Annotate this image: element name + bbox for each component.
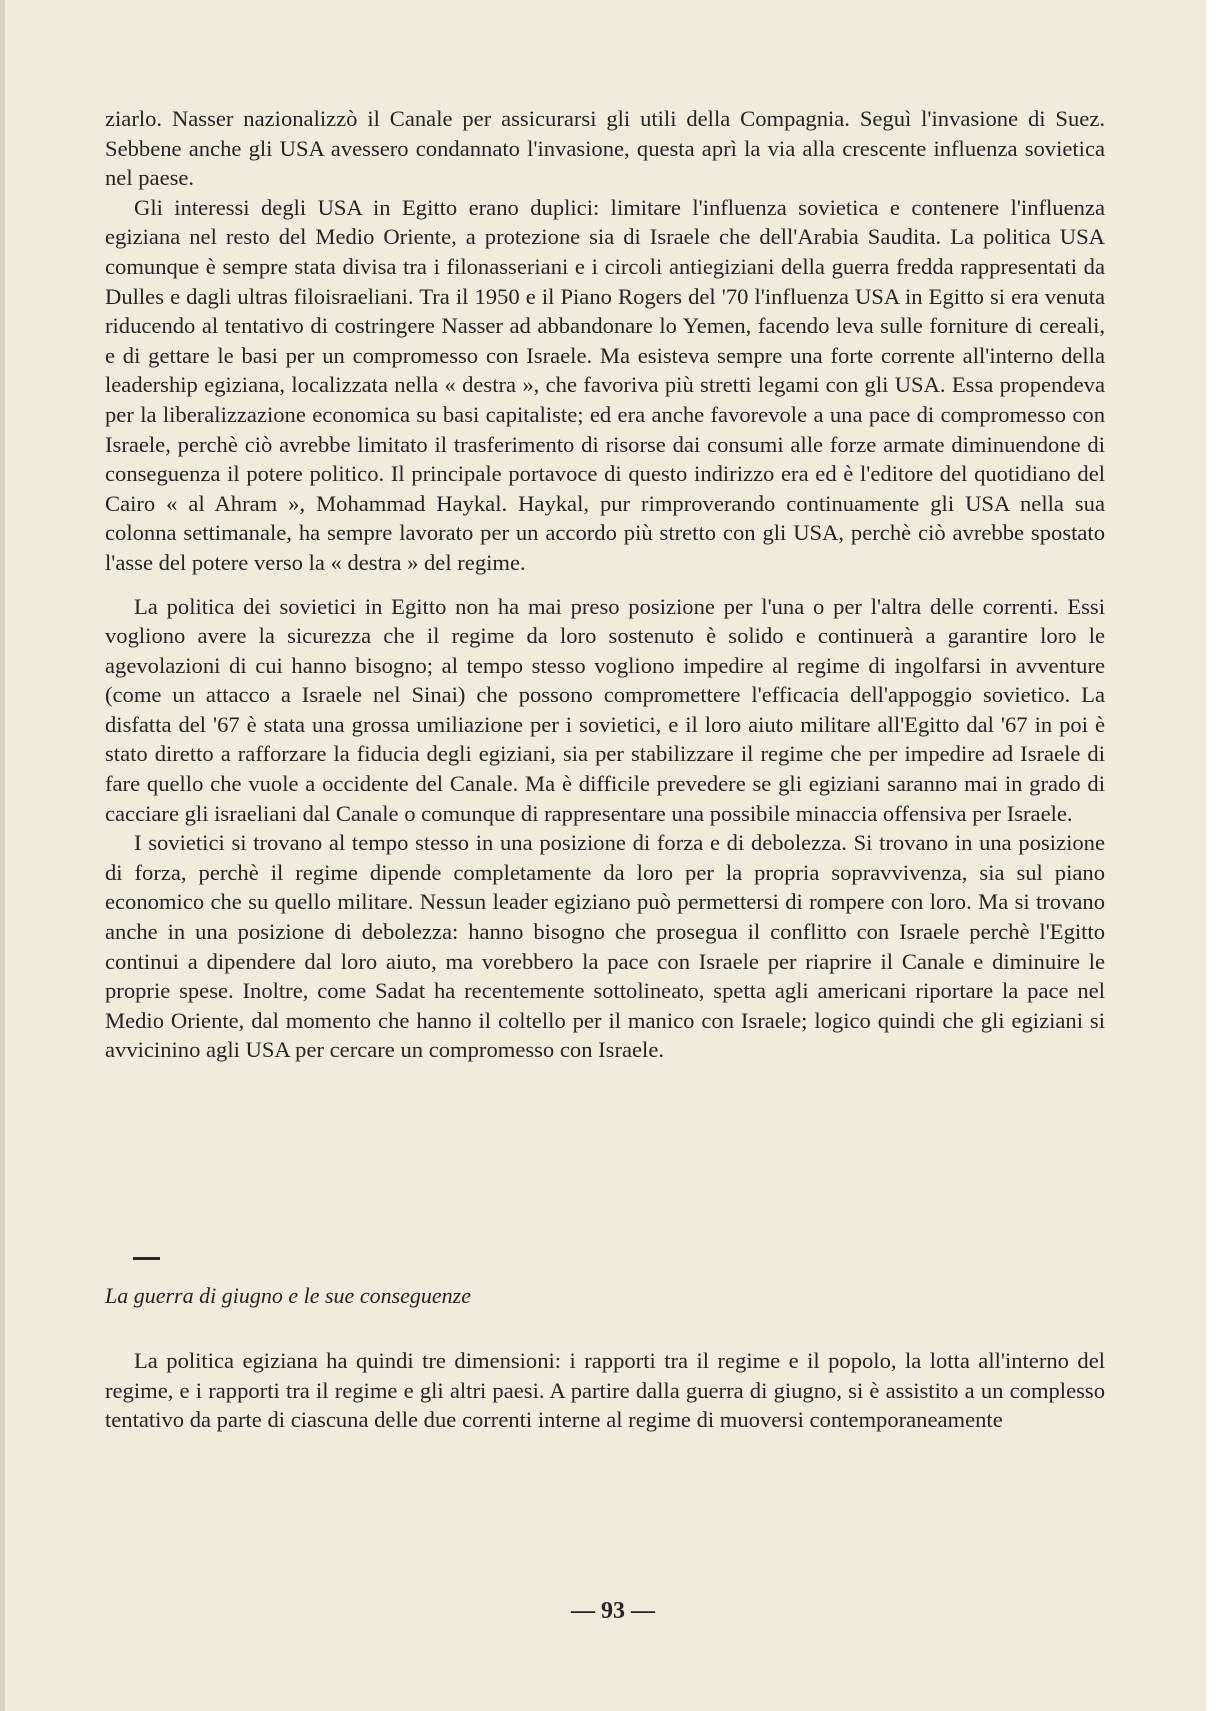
paragraph-continuation: ziarlo. Nasser nazionalizzò il Canale per assicurarsi gli utili della Compagnia. Seguì l'invasione di Suez. Sebbene anche gli USA avessero condannato l'invasione, questa aprì la via alla crescente influenza sovietica nel paese. xyxy=(105,106,1105,191)
paragraph-usa-interests: Gli interessi degli USA in Egitto erano duplici: limitare l'influenza sovietica e contenere l'influenza egiziana nel resto del Medio Oriente, a protezione sia di Israele che dell'Arabia Saudita. La politica USA comunque è sempre stata divisa tra i filonasseriani e i circoli antiegiziani della guerra fredda rappresentati da Dulles e dagli ultras filoisraeliani. Tra il 1950 e il Piano Rogers del '70 l'influenza USA in Egitto si era venuta riducendo al tentativo di costringere Nasser ad abbandonare lo Yemen, facendo leva sulle forniture di cereali, e di gettare le basi per un compromesso con Israele. Ma esisteva sempre una forte corrente all'interno della leadership egiziana, localizzata nella « destra », che favoriva più stretti legami con gli USA. Essa propendeva per la liberalizzazione economica su basi capitaliste; ed era anche favorevole a una pace di compromesso con Israele, perchè ciò avrebbe limitato il trasferimento di risorse dai consumi alle forze armate diminuendone di conseguenza il potere politico. Il principale portavoce di questo indirizzo era ed è l'editore del quotidiano del Cairo « al Ahram », Mohammad Haykal. Haykal, pur rimproverando continuamente gli USA nella sua colonna settimanale, ha sempre lavorato per un accordo più stretto con gli USA, perchè ciò avrebbe spostato l'asse del potere verso la « destra » del regime. xyxy=(105,194,1105,575)
page-number: — 93 — xyxy=(571,1598,655,1624)
paragraph-soviet-position: I sovietici si trovano al tempo stesso in una posizione di forza e di debolezza. Si trovano in una posizione di forza, perchè il regime dipende completamente da loro per la propria sopravvivenza, sia sul piano economico che su quello militare. Nessun leader egiziano può permettersi di rompere con loro. Ma si trovano anche in una posizione di debolezza: hanno bisogno che prosegua il conflitto con Israele perchè l'Egitto continui a dipendere dal loro aiuto, ma vorebbero la pace con Israele per riaprire il Canale e diminuire le proprie spese. Inoltre, come Sadat ha recentemente sottolineato, spetta agli americani riportare la pace nel Medio Oriente, dal momento che hanno il coltello per il manico con Israele; logico quindi che gli egiziani si avvicinino agli USA per cercare un compromesso con Israele. xyxy=(105,830,1105,1063)
paragraph-egyptian-policy: La politica egiziana ha quindi tre dimensioni: i rapporti tra il regime e il popolo, la lotta all'interno del regime, e i rapporti tra il regime e gli altri paesi. A partire dalla guerra di giugno, si è assistito a un complesso tentativo da parte di ciascuna delle due correnti interne al regime di muoversi contemporaneamente xyxy=(105,1348,1105,1433)
page-edge xyxy=(1206,0,1216,1711)
section-heading: La guerra di giugno e le sue conseguenze xyxy=(105,1283,471,1308)
section-divider xyxy=(133,1257,160,1260)
paragraph-soviet-policy: La politica dei sovietici in Egitto non ha mai preso posizione per l'una o per l'altra delle correnti. Essi vogliono avere la sicurezza che il regime da loro sostenuto è solido e continuerà a garantire loro le agevolazioni di cui hanno bisogno; al tempo stesso vogliono impedire al regime di ingolfarsi in avventure (come un attacco a Israele nel Sinai) che possono compromettere l'efficacia dell'appoggio sovietico. La disfatta del '67 è stata una grossa umiliazione per i sovietici, e il loro aiuto militare all'Egitto dal '67 in poi è stato diretto a rafforzare la fiducia degli egiziani, sia per stabilizzare il regime che per impedire ad Israele di fare quello che vuole a occidente del Canale. Ma è difficile prevedere se gli egiziani saranno mai in grado di cacciare gli israeliani dal Canale o comunque di rappresentare una possibile minaccia offensiva per Israele. xyxy=(105,593,1105,826)
section-body xyxy=(105,1346,1105,1435)
body-text xyxy=(105,104,1105,1065)
